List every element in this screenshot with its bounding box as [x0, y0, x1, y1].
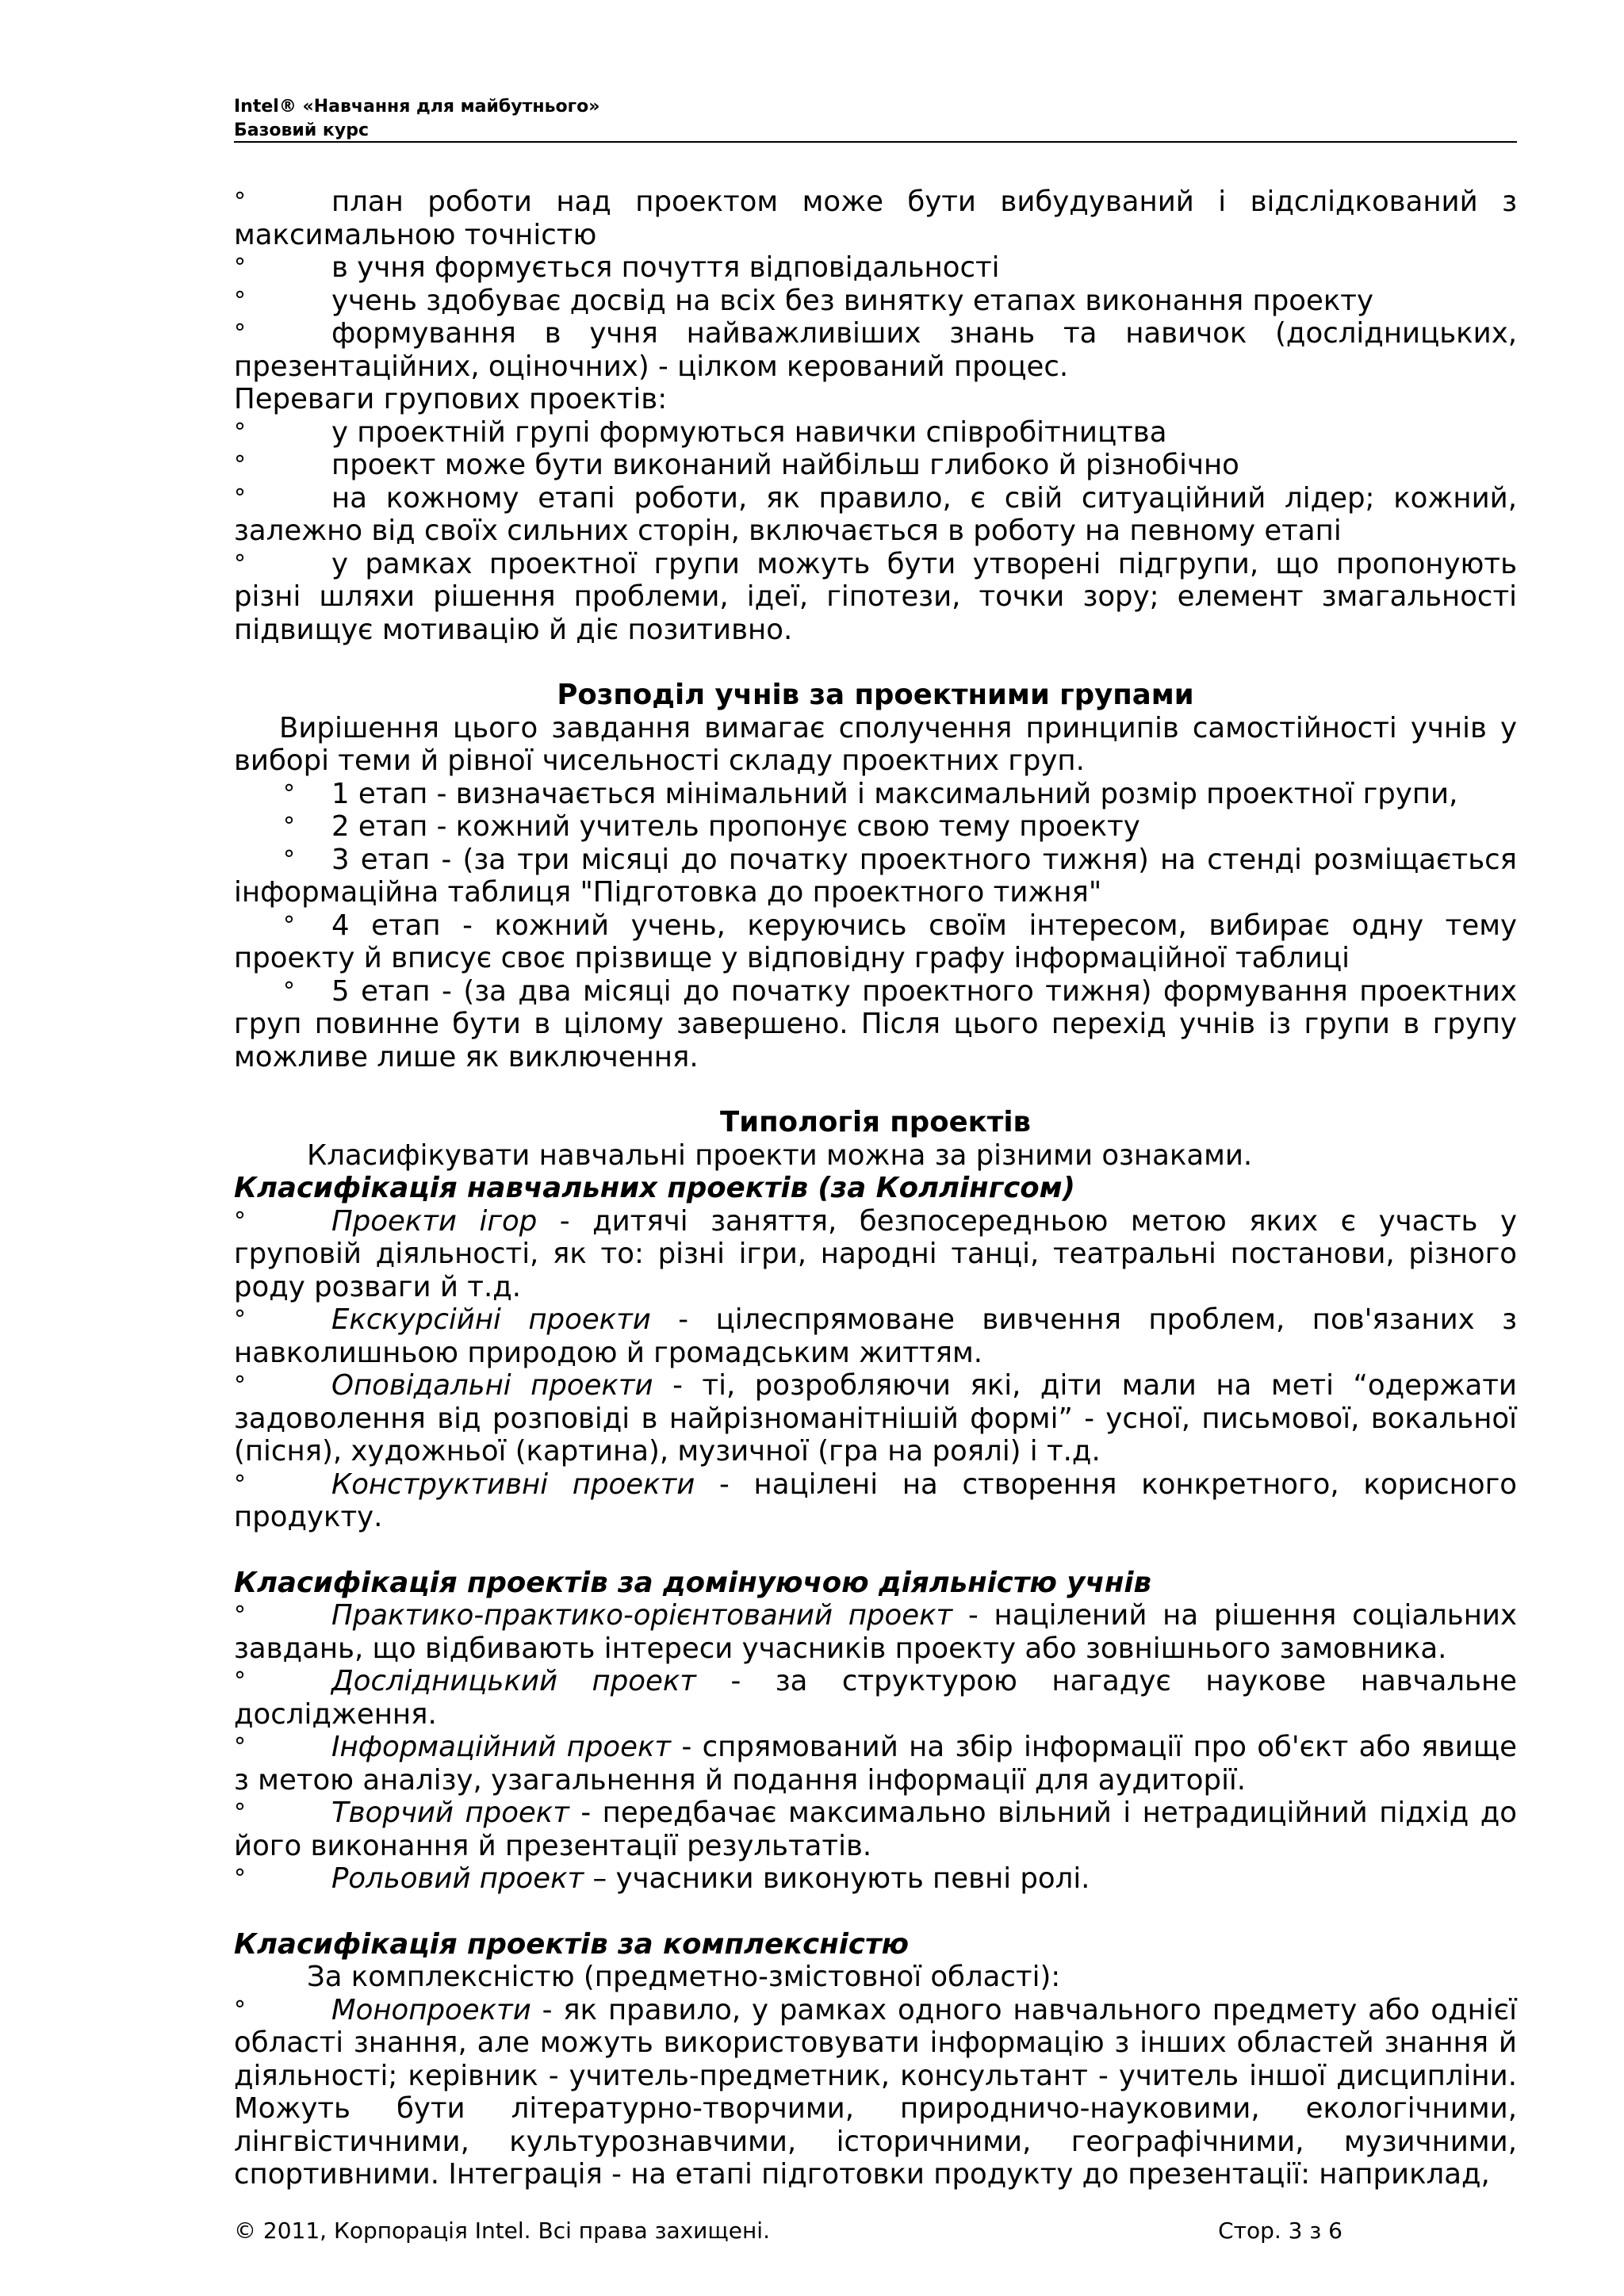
header-course-level: Базовий курс: [234, 121, 369, 140]
term: Монопроекти: [331, 1993, 531, 2026]
list-item: ° у рамках проектної групи можуть бути утворені підгрупи, що пропонують різні шляхи рішення проблеми, ідеї, гіпотези, точки зору; елемент змагальності підвищує мотивацію й діє позитивно.: [234, 547, 1517, 646]
spacer: [234, 1073, 1517, 1106]
term: Дослідницький проект: [331, 1665, 696, 1697]
complexity-intro: За комплексністю (предметно-змістовної області):: [307, 1961, 1061, 1993]
bullet-icon: °: [234, 1667, 246, 1695]
list-item: ° Проекти ігор - дитячі заняття, безпосередньою метою яких є участь у груповій діяльності, як то: різні ігри, народні танці, театральні постанови, різного роду розваги й т.д.: [234, 1204, 1517, 1303]
bullet-icon: °: [234, 418, 246, 446]
list-item: ° Дослідницький проект - за структурою нагадує наукове навчальне дослідження.: [234, 1665, 1517, 1731]
list-item: ° у проектній групі формуються навички співробітництва: [234, 415, 1167, 449]
bullet-icon: °: [283, 779, 295, 808]
list-item: ° Інформаційний проект - спрямований на збір інформації про об'єкт або явище з метою аналізу, узагальнення й подання інформації для аудиторії.: [234, 1731, 1518, 1797]
spacer: [234, 1896, 1517, 1928]
list-item: ° Оповідальні проекти - ті, розробляючи які, діти мали на меті “одержати задоволення від розповіді в найрізноманітнішій формі” - усної, письмової, вокальної (пісня), художньої (картина), музичної (гра на роялі) і т.д.: [234, 1369, 1517, 1468]
bullet-icon: °: [234, 286, 246, 315]
list-item: ° учень здобуває досвід на всіх без винятку етапах виконання проекту: [234, 284, 1373, 317]
subsection-heading-collings: Класифікація навчальних проектів (за Коллінгсом): [234, 1172, 1075, 1204]
section-heading-typology: Типологія проектів: [720, 1106, 1031, 1138]
bullet-icon: °: [234, 254, 246, 281]
distribution-intro: Вирішення цього завдання вимагає сполучення принципів самостійності учнів у виборі теми й рівної чисельності складу проектних груп.: [234, 711, 1517, 777]
term: Рольовий проект: [331, 1862, 584, 1895]
bullet-icon: °: [234, 188, 246, 216]
bullet-icon: °: [234, 451, 246, 479]
bullet-icon: °: [283, 911, 295, 939]
section-heading-distribution: Розподіл учнів за проектними групами: [557, 679, 1194, 711]
term: Творчий проект: [331, 1797, 569, 1829]
spacer: [234, 1534, 1517, 1567]
list-item: ° Монопроекти - як правило, у рамках одного навчального предмету або однієї області знання, але можуть використовувати інформацію з інших областей знання й діяльності; керівник - учитель-предметник, консультант - учитель іншої дисципліни. Можуть бути літературно-творчими, природничо-науковими, екологічними, лінгвістичними, культурознавчими, історичними, географічними, музичними, спортивними. Інтеграція - на етапі підготовки продукту до презентації: наприклад,: [234, 1993, 1517, 2191]
list-item: ° 1 етап - визначається мінімальний і максимальний розмір проектної групи,: [283, 777, 1458, 810]
list-item: ° Практико-практико-орієнтований проект - націлений на рішення соціальних завдань, що відбивають інтереси учасників проекту або зовнішнього замовника.: [234, 1599, 1517, 1665]
list-item: ° Рольовий проект – учасники виконують певні ролі.: [234, 1862, 1090, 1895]
term: Екскурсійні проекти: [331, 1303, 651, 1336]
term: Практико-практико-орієнтований проект: [331, 1599, 953, 1632]
list-item: ° 5 етап - (за два місяці до початку проектного тижня) формування проектних груп повинне бути в цілому завершено. Після цього перехід учнів із групи в групу можливе лише як виключення.: [234, 974, 1517, 1073]
page-header: [234, 95, 1517, 143]
list-item: ° Конструктивні проекти - націлені на створення конкретного, корисного продукту.: [234, 1468, 1517, 1533]
page-number: Стор. 3 з 6: [1218, 2218, 1342, 2244]
bullet-icon: °: [234, 1733, 246, 1761]
bullet-icon: °: [234, 1799, 246, 1827]
term: Проекти ігор: [331, 1204, 538, 1238]
list-item: ° в учня формується почуття відповідальності: [234, 251, 1000, 284]
bullet-icon: °: [234, 1207, 246, 1235]
list-item: ° 4 етап - кожний учень, керуючись своїм інтересом, вибирає одну тему проекту й вписує своє прізвище у відповідну графу інформаційної таблиці: [234, 909, 1517, 974]
header-rule: [234, 141, 1517, 143]
bullet-icon: °: [234, 1372, 246, 1399]
bullet-icon: °: [234, 1996, 246, 2024]
bullet-icon: °: [234, 549, 246, 578]
header-course-title: Intel® «Навчання для майбутнього»: [234, 97, 600, 117]
bullet-icon: °: [234, 1601, 246, 1629]
list-item: ° на кожному етапі роботи, як правило, є свій ситуаційний лідер; кожний, залежно від своїх сильних сторін, включається в роботу на певному етапі: [234, 481, 1517, 547]
spacer: [234, 646, 1517, 679]
list-item: ° Екскурсійні проекти - цілеспрямоване вивчення проблем, пов'язаних з навколишньою природою й громадським життям.: [234, 1303, 1517, 1369]
list-item: ° проект може бути виконаний найбільш глибоко й різнобічно: [234, 449, 1239, 481]
bullet-icon: °: [234, 320, 246, 347]
list-item: ° 2 етап - кожний учитель пропонує свою тему проекту: [283, 810, 1140, 843]
footer-copyright: © 2011, Корпорація Intel. Всі права захищені.: [234, 2218, 770, 2244]
group-advantages-title: Переваги групових проектів:: [234, 383, 668, 415]
bullet-icon: °: [283, 813, 295, 840]
list-item: ° Творчий проект - передбачає максимально вільний і нетрадиційний підхід до його виконання й презентації результатів.: [234, 1797, 1517, 1862]
bullet-icon: °: [234, 484, 246, 512]
page-content: [234, 186, 1517, 2191]
term: Інформаційний проект: [331, 1731, 672, 1763]
typology-intro: Класифікувати навчальні проекти можна за різними ознаками.: [307, 1138, 1253, 1172]
bullet-icon: °: [234, 1306, 246, 1334]
bullet-icon: °: [234, 1470, 246, 1498]
bullet-icon: °: [283, 977, 295, 1005]
list-item: ° 3 етап - (за три місяці до початку проектного тижня) на стенді розміщається інформаційна таблиця "Підготовка до проектного тижня": [234, 843, 1517, 909]
bullet-icon: °: [283, 845, 295, 874]
bullet-icon: °: [234, 1865, 246, 1892]
term: Конструктивні проекти: [331, 1468, 695, 1501]
list-item: ° план роботи над проектом може бути вибудуваний і відслідкований з максимальною точністю: [234, 186, 1517, 251]
list-item: ° формування в учня найважливіших знань та навичок (дослідницьких, презентаційних, оціночних) - цілком керований процес.: [234, 317, 1517, 383]
subsection-heading-complexity: Класифікація проектів за комплексністю: [234, 1927, 910, 1961]
subsection-heading-activity: Класифікація проектів за домінуючою діяльністю учнів: [234, 1566, 1151, 1599]
term: Оповідальні проекти: [331, 1369, 653, 1402]
